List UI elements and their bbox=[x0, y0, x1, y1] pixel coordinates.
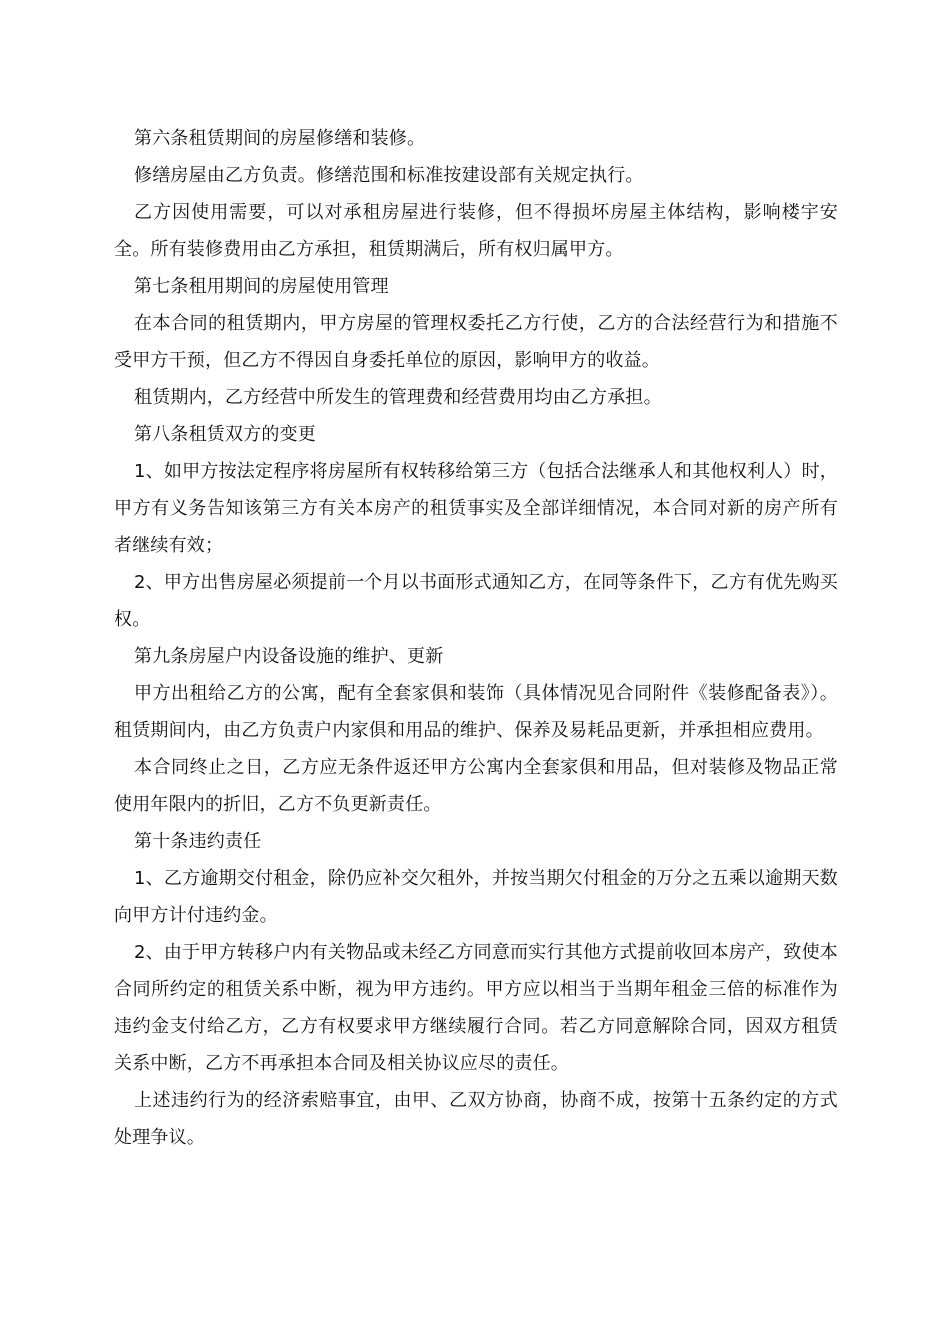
article-7-paragraph-1: 在本合同的租赁期内，甲方房屋的管理权委托乙方行使，乙方的合法经营行为和措施不受甲方干预，但乙方不得因自身委托单位的原因，影响甲方的收益。 bbox=[114, 313, 838, 371]
article-9-paragraph-1: 甲方出租给乙方的公寓，配有全套家俱和装饰（具体情况见合同附件《装修配备表》）。租赁期间内，由乙方负责户内家俱和用品的维护、保养及易耗品更新，并承担相应费用。 bbox=[114, 683, 838, 741]
article-10-heading: 第十条违约责任 bbox=[134, 831, 262, 852]
article-7-paragraph-2: 租赁期内，乙方经营中所发生的管理费和经营费用均由乙方承担。 bbox=[134, 387, 662, 408]
article-8-clause-2: 2、甲方出售房屋必须提前一个月以书面形式通知乙方，在同等条件下，乙方有优先购买权。 bbox=[114, 572, 838, 630]
article-8-heading: 第八条租赁双方的变更 bbox=[134, 424, 316, 445]
article-7-heading: 第七条租用期间的房屋使用管理 bbox=[134, 276, 389, 297]
article-9-paragraph-2: 本合同终止之日，乙方应无条件返还甲方公寓内全套家俱和用品，但对装修及物品正常使用年限内的折旧，乙方不负更新责任。 bbox=[114, 757, 838, 815]
article-8-clause-1: 1、如甲方按法定程序将房屋所有权转移给第三方（包括合法继承人和其他权利人）时，甲方有义务告知该第三方有关本房产的租赁事实及全部详细情况，本合同对新的房产所有者继续有效； bbox=[114, 461, 838, 556]
article-6-paragraph-2: 乙方因使用需要，可以对承租房屋进行装修，但不得损坏房屋主体结构，影响楼宇安全。所有装修费用由乙方承担，租赁期满后，所有权归属甲方。 bbox=[114, 202, 838, 260]
article-10-clause-2: 2、由于甲方转移户内有关物品或未经乙方同意而实行其他方式提前收回本房产，致使本合同所约定的租赁关系中断，视为甲方违约。甲方应以相当于当期年租金三倍的标准作为违约金支付给乙方，乙方有权要求甲方继续履行合同。若乙方同意解除合同，因双方租赁关系中断，乙方不再承担本合同及相关协议应尽的责任。 bbox=[114, 942, 838, 1074]
article-9-heading: 第九条房屋户内设备设施的维护、更新 bbox=[134, 646, 444, 667]
article-10-paragraph-3: 上述违约行为的经济索赔事宜，由甲、乙双方协商，协商不成，按第十五条约定的方式处理争议。 bbox=[114, 1090, 838, 1148]
article-6-heading: 第六条租赁期间的房屋修缮和装修。 bbox=[134, 128, 426, 149]
article-10-clause-1: 1、乙方逾期交付租金，除仍应补交欠租外，并按当期欠付租金的万分之五乘以逾期天数向甲方计付违约金。 bbox=[114, 868, 838, 926]
document-body bbox=[114, 120, 838, 1156]
article-6-paragraph-1: 修缮房屋由乙方负责。修缮范围和标准按建设部有关规定执行。 bbox=[134, 165, 644, 186]
